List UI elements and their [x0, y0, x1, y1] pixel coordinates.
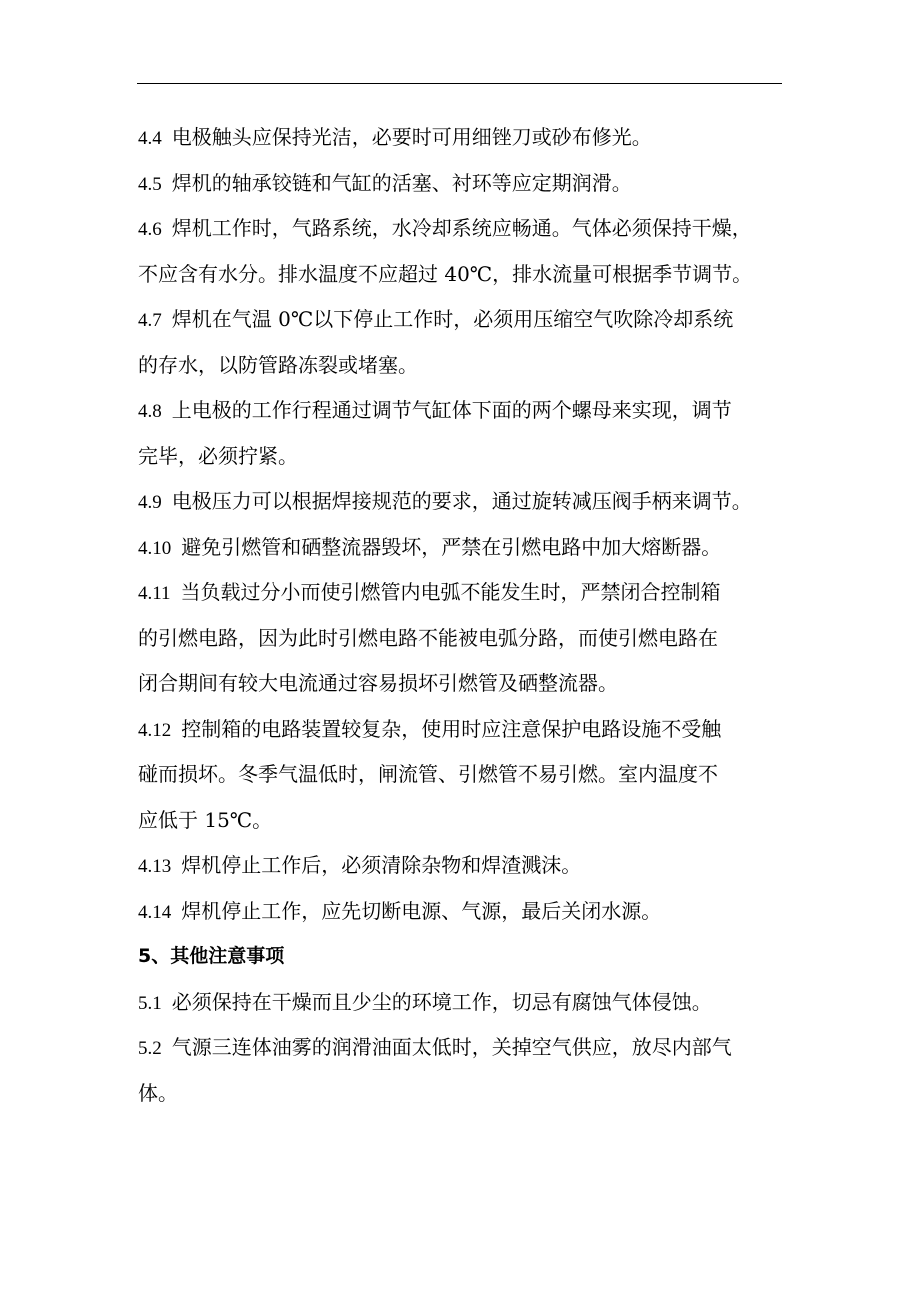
paragraph-text: 焊机工作时，气路系统，水冷却系统应畅通。气体必须保持干燥， [171, 216, 752, 240]
paragraph-number: 4.5 [138, 173, 162, 195]
paragraph-number: 4.7 [138, 310, 162, 331]
paragraph-text: 必须保持在干燥而且少尘的环境工作，切忌有腐蚀气体侵蚀。 [171, 989, 712, 1014]
paragraph-4-13 [138, 843, 788, 889]
paragraph-4-9 [138, 479, 788, 525]
paragraph-text: 焊机在气温 0℃以下停止工作时，必须用压缩空气吹除冷却系统 [171, 307, 734, 331]
paragraph-4-10 [138, 525, 788, 571]
paragraph-number: 4.6 [138, 219, 162, 240]
paragraph-4-4 [138, 115, 788, 161]
paragraph-number: 5.2 [138, 1038, 162, 1059]
paragraph-text: 当负载过分小而使引燃管内电弧不能发生时，严禁闭合控制箱 [180, 580, 721, 604]
paragraph-4-8 [138, 388, 788, 479]
paragraph-text: 的存水，以防管路冻裂或堵塞。 [138, 352, 418, 377]
document-body [138, 115, 788, 1116]
section-heading [138, 934, 788, 980]
paragraph-number: 4.12 [138, 719, 172, 741]
paragraph-text: 碰而损坏。冬季气温低时，闸流管、引燃管不易引燃。室内温度不 [138, 762, 718, 786]
paragraph-text: 电极压力可以根据焊接规范的要求，通过旋转减压阀手柄来调节。 [171, 489, 752, 513]
paragraph-text: 焊机停止工作后，必须清除杂物和焊渣溅沫。 [181, 853, 582, 877]
paragraph-number: 4.4 [138, 128, 162, 149]
paragraph-number: 5.1 [138, 992, 162, 1014]
paragraph-text: 气源三连体油雾的润滑油面太低时，关掉空气供应，放尽内部气 [171, 1035, 732, 1059]
section-heading-text: 5、其他注意事项 [138, 945, 285, 967]
paragraph-number: 4.11 [138, 583, 171, 604]
paragraph-text: 闭合期间有较大电流通过容易损坏引燃管及硒整流器。 [138, 671, 618, 695]
paragraph-number: 4.8 [138, 401, 162, 422]
paragraph-text: 控制箱的电路装置较复杂，使用时应注意保护电路设施不受触 [181, 716, 722, 741]
paragraph-text: 体。 [138, 1080, 178, 1105]
paragraph-text: 的引燃电路，因为此时引燃电路不能被电弧分路，而使引燃电路在 [138, 625, 718, 650]
paragraph-number: 4.13 [138, 856, 172, 877]
paragraph-text: 不应含有水分。排水温度不应超过 40℃，排水流量可根据季节调节。 [138, 261, 753, 286]
paragraph-number: 4.14 [138, 901, 172, 923]
paragraph-4-5 [138, 161, 788, 207]
paragraph-text: 上电极的工作行程通过调节气缸体下面的两个螺母来实现，调节 [171, 398, 732, 422]
paragraph-4-14 [138, 889, 788, 935]
paragraph-text: 电极触头应保持光洁，必要时可用细锉刀或砂布修光。 [171, 125, 652, 149]
paragraph-number: 4.10 [138, 537, 172, 559]
paragraph-text: 避免引燃管和硒整流器毁坏，严禁在引燃电路中加大熔断器。 [181, 534, 722, 559]
paragraph-text: 焊机的轴承铰链和气缸的活塞、衬环等应定期润滑。 [171, 170, 632, 195]
paragraph-4-7 [138, 297, 788, 388]
paragraph-5-2 [138, 1025, 788, 1116]
header-rule [137, 83, 782, 84]
paragraph-text: 完毕，必须拧紧。 [138, 443, 298, 468]
paragraph-4-11 [138, 570, 788, 707]
paragraph-text: 应低于 15℃。 [138, 807, 273, 832]
paragraph-4-6 [138, 206, 788, 297]
paragraph-5-1 [138, 980, 788, 1026]
paragraph-4-12 [138, 707, 788, 844]
paragraph-number: 4.9 [138, 492, 162, 513]
paragraph-text: 焊机停止工作，应先切断电源、气源，最后关闭水源。 [181, 898, 662, 923]
